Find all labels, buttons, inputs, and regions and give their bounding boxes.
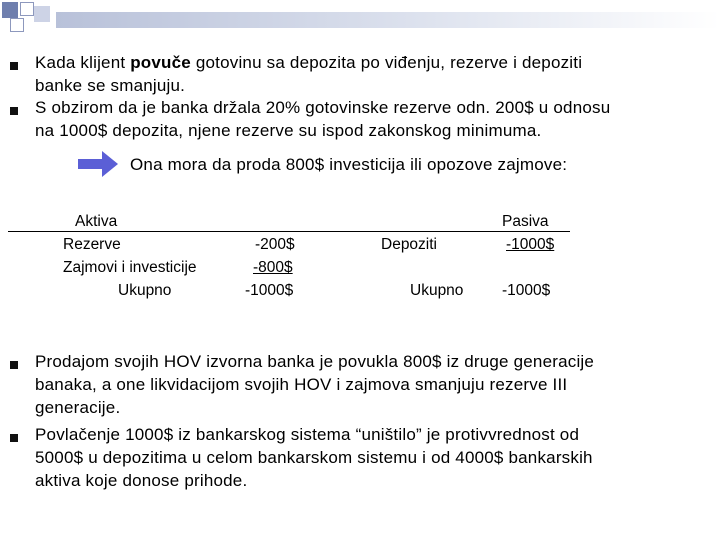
bullet-icon bbox=[10, 434, 18, 442]
pasiva-header: Pasiva bbox=[502, 213, 549, 230]
right-arrow-icon bbox=[78, 151, 118, 177]
row-value-rezerve: -200$ bbox=[255, 236, 295, 253]
row-value-depoziti: -1000$ bbox=[506, 236, 555, 253]
bullet-text-4: Povlačenje 1000$ iz bankarskog sistema “uništilo” je protivvrednost od 5000$ u depozitima u celom bankarskom sistemu i od 4000$ bankarskih aktiva koje donose prihode. bbox=[35, 425, 593, 490]
arrow-line-text: Ona mora da proda 800$ investicija ili opozove zajmove: bbox=[130, 155, 568, 174]
row-label-depoziti: Depoziti bbox=[381, 236, 437, 253]
row-label-ukupno-left: Ukupno bbox=[118, 282, 172, 299]
row-label-rezerve: Rezerve bbox=[63, 236, 121, 253]
bullet-text-1: Kada klijent povuče gotovinu sa depozita po viđenju, rezerve i depoziti banke se smanjuju. bbox=[35, 53, 583, 95]
bullet-text-2: S obzirom da je banka držala 20% gotovinske rezerve odn. 200$ u odnosu na 1000$ depozita, njene rezerve su ispod zakonskog minimuma. bbox=[35, 98, 611, 140]
bullet-icon bbox=[10, 62, 18, 70]
header-square-outline-2 bbox=[10, 18, 24, 32]
table-header-rule bbox=[8, 231, 570, 232]
bullet-icon bbox=[10, 107, 18, 115]
row-value-ukupno-right: -1000$ bbox=[502, 282, 551, 299]
header-square-dark bbox=[2, 2, 18, 18]
bullet-icon bbox=[10, 361, 18, 369]
row-label-zajmovi: Zajmovi i investicije bbox=[63, 259, 197, 276]
header-square-light bbox=[34, 6, 50, 22]
header-square-outline bbox=[20, 2, 34, 16]
header-gradient-bar bbox=[56, 12, 720, 28]
row-value-ukupno-left: -1000$ bbox=[245, 282, 294, 299]
row-value-zajmovi: -800$ bbox=[253, 259, 293, 276]
row-label-ukupno-right: Ukupno bbox=[410, 282, 464, 299]
aktiva-header: Aktiva bbox=[75, 213, 118, 230]
bullet-text-3: Prodajom svojih HOV izvorna banka je povukla 800$ iz druge generacije banaka, a one likvidacijom svojih HOV i zajmova smanjuju rezerve III generacije. bbox=[35, 352, 595, 417]
